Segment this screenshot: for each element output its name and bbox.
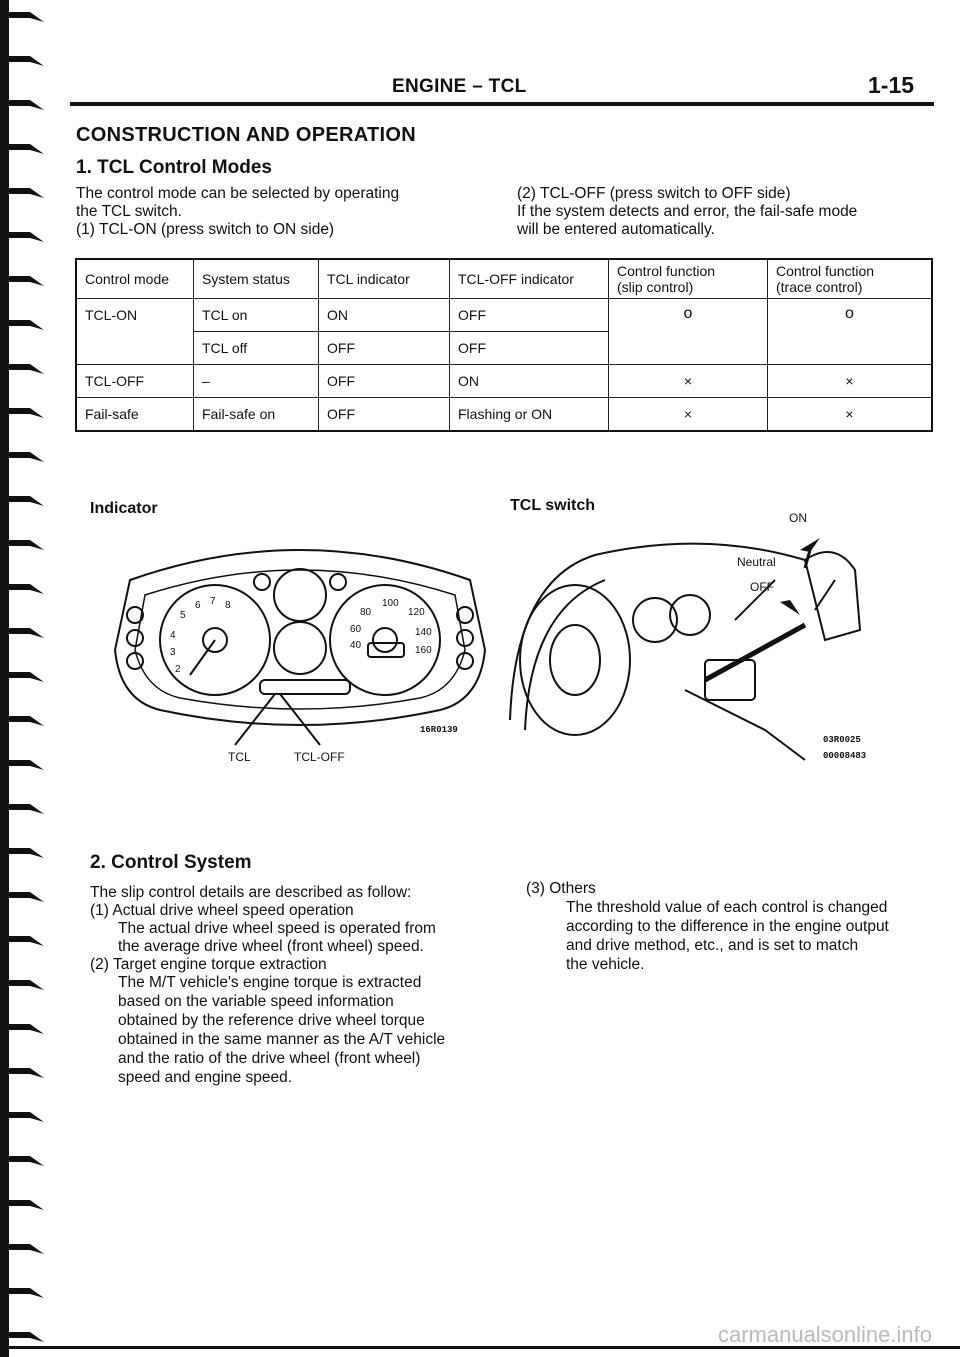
binding-comb <box>8 584 44 594</box>
binding-comb <box>8 496 44 506</box>
mode-item-2-line2: If the system detects and error, the fail-safe mode <box>517 203 858 220</box>
section-heading: CONSTRUCTION AND OPERATION <box>76 124 417 146</box>
binding-comb <box>8 56 44 66</box>
mode-item-1: (1) TCL-ON (press switch to ON side) <box>76 221 335 238</box>
table-cell: ON <box>319 299 450 332</box>
binding-comb <box>8 12 44 22</box>
svg-text:8: 8 <box>225 600 231 611</box>
control-item-2-text: obtained in the same manner as the A/T vehicle <box>118 1031 446 1048</box>
binding-comb <box>8 980 44 990</box>
table-cell: × <box>768 365 933 398</box>
table-cell: Fail-safe on <box>194 398 319 432</box>
table-cell: Flashing or ON <box>450 398 609 432</box>
switch-figure-code-2: 00008483 <box>823 751 867 761</box>
binding-comb <box>8 100 44 110</box>
watermark: carmanualsonline.info <box>717 1322 932 1347</box>
table-cell: o <box>768 299 933 365</box>
control-item-3-text: and drive method, etc., and is set to match <box>566 937 859 954</box>
switch-neutral-callout: Neutral <box>737 555 776 569</box>
binding-comb <box>8 716 44 726</box>
mode-item-2: (2) TCL-OFF (press switch to OFF side) <box>517 185 791 202</box>
table-cell: × <box>609 398 768 432</box>
svg-text:2: 2 <box>175 664 181 675</box>
binding-comb <box>8 848 44 858</box>
table-row <box>76 365 932 398</box>
svg-text:80: 80 <box>360 607 372 618</box>
table-header-row <box>76 259 932 299</box>
mode-item-2-line3: will be entered automatically. <box>517 221 715 238</box>
control-item-2-text: obtained by the reference drive wheel torque <box>118 1012 425 1029</box>
binding-comb <box>8 1332 44 1342</box>
control-item-3-text: The threshold value of each control is changed <box>566 899 888 916</box>
control-item-1: (1) Actual drive wheel speed operation <box>90 902 354 919</box>
table-cell: OFF <box>319 398 450 432</box>
svg-text:7: 7 <box>210 596 216 607</box>
binding-comb <box>8 144 44 154</box>
switch-figure-label: TCL switch <box>510 497 596 514</box>
page-header-title: ENGINE – TCL <box>392 76 527 97</box>
binding-comb <box>8 452 44 462</box>
binding-comb <box>8 804 44 814</box>
table-header-cell: Control mode <box>76 259 194 299</box>
table-header-cell: TCL-OFF indicator <box>450 259 609 299</box>
svg-text:140: 140 <box>415 627 432 638</box>
table-cell: OFF <box>450 332 609 365</box>
svg-text:6: 6 <box>195 600 201 611</box>
svg-text:160: 160 <box>415 645 432 656</box>
control-item-3-text: the vehicle. <box>566 956 645 973</box>
binding-comb <box>8 188 44 198</box>
binding-comb <box>8 276 44 286</box>
tcl-indicator-callout: TCL <box>228 750 251 764</box>
svg-text:40: 40 <box>350 640 362 651</box>
binding-comb <box>8 1200 44 1210</box>
control-item-2-text: The M/T vehicle's engine torque is extracted <box>118 974 422 991</box>
table-cell: TCL-ON <box>76 299 194 365</box>
intro-line-1: The control mode can be selected by operating <box>76 185 400 202</box>
table-cell: × <box>609 365 768 398</box>
control-item-2-text: speed and engine speed. <box>118 1069 293 1086</box>
table-cell: OFF <box>319 365 450 398</box>
svg-text:3: 3 <box>170 647 176 658</box>
table-header-cell: TCL indicator <box>319 259 450 299</box>
binding-comb <box>8 1244 44 1254</box>
page-number: 1-15 <box>868 72 915 98</box>
table-cell: TCL-OFF <box>76 365 194 398</box>
indicator-figure-code: 16R0139 <box>420 725 458 735</box>
svg-text:60: 60 <box>350 624 362 635</box>
table-cell: o <box>609 299 768 365</box>
svg-text:5: 5 <box>180 610 186 621</box>
binding-comb <box>8 628 44 638</box>
control-item-1-text: The actual drive wheel speed is operated from <box>118 920 436 937</box>
table-header-cell: Control function (slip control) <box>609 259 768 299</box>
intro-line-2: the TCL switch. <box>76 203 182 220</box>
binding-comb <box>8 1156 44 1166</box>
instrument-cluster-illustration <box>110 540 490 770</box>
control-item-3-text: according to the difference in the engine output <box>566 918 889 935</box>
table-cell: TCL on <box>194 299 319 332</box>
binding-comb <box>8 408 44 418</box>
subsection-heading: 1. TCL Control Modes <box>76 157 272 178</box>
binding-comb <box>8 672 44 682</box>
section2-intro: The slip control details are described as follow: <box>90 884 412 901</box>
control-item-2-text: and the ratio of the drive wheel (front wheel) <box>118 1050 421 1067</box>
binding-comb <box>8 892 44 902</box>
binding-edge <box>0 0 58 1357</box>
control-item-1-text: the average drive wheel (front wheel) speed. <box>118 938 424 955</box>
binding-comb <box>8 936 44 946</box>
binding-comb <box>8 540 44 550</box>
switch-off-callout: OFF <box>750 580 774 594</box>
control-modes-table <box>75 258 933 432</box>
control-item-2-text: based on the variable speed information <box>118 993 394 1010</box>
table-cell: Fail-safe <box>76 398 194 432</box>
table-row <box>76 398 932 432</box>
binding-comb <box>8 760 44 770</box>
indicator-figure-label: Indicator <box>90 500 158 517</box>
binding-comb <box>8 232 44 242</box>
tcl-switch-illustration <box>505 520 875 770</box>
table-cell: TCL off <box>194 332 319 365</box>
binding-comb <box>8 1288 44 1298</box>
control-item-2: (2) Target engine torque extraction <box>90 956 327 973</box>
table-cell: ON <box>450 365 609 398</box>
table-header-cell: System status <box>194 259 319 299</box>
control-item-3: (3) Others <box>526 880 596 897</box>
header-rule <box>70 102 934 106</box>
switch-figure-code-1: 03R0025 <box>823 735 861 745</box>
svg-text:100: 100 <box>382 598 399 609</box>
table-header-cell: Control function (trace control) <box>768 259 933 299</box>
table-cell: OFF <box>450 299 609 332</box>
tcl-off-indicator-callout: TCL-OFF <box>294 750 345 764</box>
binding-comb <box>8 1112 44 1122</box>
table-cell: OFF <box>319 332 450 365</box>
section2-heading: 2. Control System <box>90 852 252 873</box>
binding-comb <box>8 364 44 374</box>
binding-comb <box>8 1068 44 1078</box>
table-row <box>76 299 932 332</box>
svg-text:120: 120 <box>408 607 425 618</box>
binding-comb <box>8 320 44 330</box>
binding-comb <box>8 1024 44 1034</box>
table-cell: × <box>768 398 933 432</box>
switch-on-callout: ON <box>789 511 807 525</box>
table-cell: – <box>194 365 319 398</box>
svg-text:4: 4 <box>170 630 176 641</box>
